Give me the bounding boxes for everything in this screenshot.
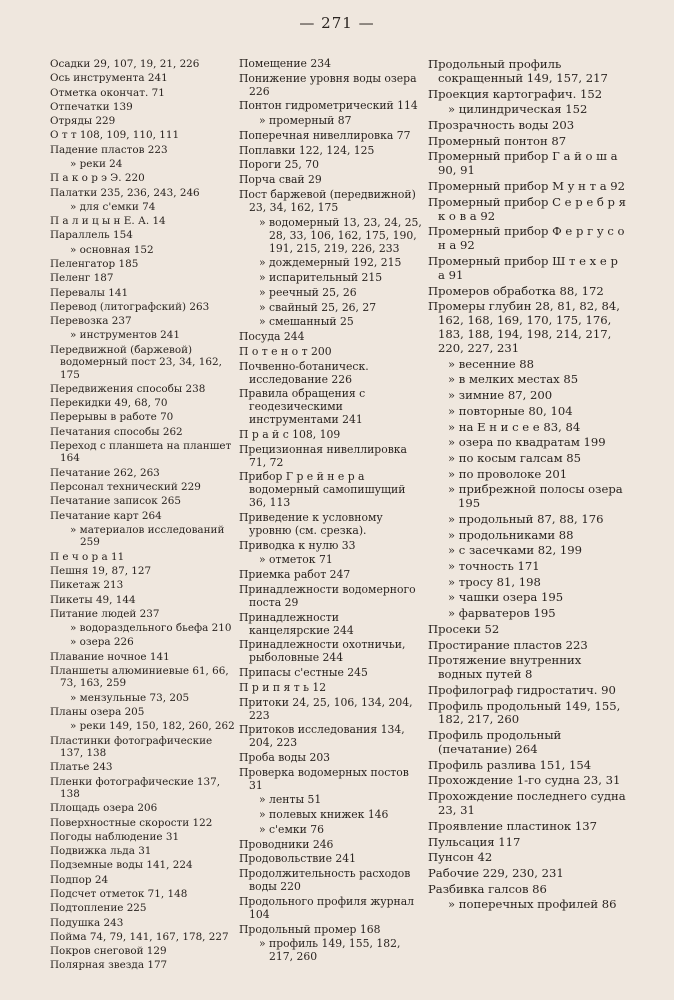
index-entry: » основная 152 xyxy=(70,243,154,256)
index-entry: Простирание пластов 223 xyxy=(428,637,588,652)
index-entry: Пойма 74, 79, 141, 167, 178, 227 xyxy=(50,930,229,943)
index-entry: Продолжительность расходов воды 220 xyxy=(239,867,411,894)
index-entry: » с засечками 82, 199 xyxy=(448,543,583,558)
index-entry: » материалов исследований 259 xyxy=(70,523,225,549)
index-column-2 xyxy=(239,58,422,966)
index-entry: » свайный 25, 26, 27 xyxy=(259,300,377,314)
index-entry: » весенние 88 xyxy=(448,356,535,371)
index-entry: Приведение к условному уровню (см. срезка). xyxy=(239,511,383,537)
index-entry: Прецизионная нивеллировка 71, 72 xyxy=(239,442,407,469)
index-entry: Приемка работ 247 xyxy=(239,568,351,582)
index-entry: Понижение уровня воды озера 226 xyxy=(239,71,417,98)
index-entry: Промеры глубин 28, 81, 82, 84, 162, 168, 169, 170, 175, 176, 183, 188, 194, 198, 214, 217, 220, 227, 231 xyxy=(428,299,620,355)
index-entry: Пешня 19, 87, 127 xyxy=(50,564,152,577)
index-entry: Прибор Г р е й н е р а водомерный самопишущий 36, 113 xyxy=(239,470,406,510)
index-entry: Площадь озера 206 xyxy=(50,802,158,815)
index-entry: » смешанный 25 xyxy=(259,315,354,329)
index-entry: » озера 226 xyxy=(70,636,134,649)
index-entry: Профилограф гидростатич. 90 xyxy=(428,682,616,697)
index-entry: Продольный профиль сокращенный 149, 157, 217 xyxy=(428,57,608,85)
index-entry: Подушка 243 xyxy=(50,916,124,929)
index-entry: » озера по квадратам 199 xyxy=(448,435,606,450)
index-entry: » тросу 81, 198 xyxy=(448,574,541,589)
index-entry: Перевозка 237 xyxy=(50,315,132,328)
index-entry: Полярная звезда 177 xyxy=(50,959,168,972)
index-entry: Проводники 246 xyxy=(239,837,334,851)
index-entry: » для с'емки 74 xyxy=(70,200,156,213)
index-entry: » водораздельного бьефа 210 xyxy=(70,622,232,635)
index-entry: Промерный прибор С е р е б р я к о в а 92 xyxy=(428,194,626,223)
index-entry: Прозрачность воды 203 xyxy=(428,118,575,133)
index-entry: » на Е н и с е е 83, 84 xyxy=(448,419,581,434)
index-entry: Профиль разлива 151, 154 xyxy=(428,757,592,772)
index-entry: » зимние 87, 200 xyxy=(448,388,553,403)
index-entry: Промерный прибор Г а й о ш а 90, 91 xyxy=(428,149,618,178)
index-entry: » реки 149, 150, 182, 260, 262 xyxy=(70,720,235,733)
index-entry: Пунсон 42 xyxy=(428,850,493,865)
index-entry: Пикетаж 213 xyxy=(50,579,124,592)
index-entry: Плавание ночное 141 xyxy=(50,650,170,663)
index-entry: » реки 24 xyxy=(70,157,123,170)
index-entry: Планы озера 205 xyxy=(50,705,145,718)
index-entry: П о т е н о т 200 xyxy=(239,344,332,358)
index-entry: Припасы с'естные 245 xyxy=(239,666,368,680)
index-entry: Почвенно-ботаническ. исследование 226 xyxy=(239,359,369,386)
index-entry: Планшеты алюминиевые 61, 66, 73, 163, 259 xyxy=(50,664,229,690)
index-entry: Персонал технический 229 xyxy=(50,481,201,494)
index-entry: » чашки озера 195 xyxy=(448,590,564,605)
index-entry: Пеленг 187 xyxy=(50,272,114,285)
index-entry: Промерный прибор Ш т е х е р а 91 xyxy=(428,253,618,282)
index-entry: Питание людей 237 xyxy=(50,607,160,620)
index-entry: » ленты 51 xyxy=(259,793,322,807)
index-entry: » по косым галсам 85 xyxy=(448,450,582,465)
index-entry: Печатание записок 265 xyxy=(50,495,181,508)
index-entry: Пленки фотографические 137, 138 xyxy=(50,775,221,801)
index-entry: Рабочие 229, 230, 231 xyxy=(428,865,564,880)
index-entry: Передвижения способы 238 xyxy=(50,382,206,395)
index-entry: Перевод (литографский) 263 xyxy=(50,300,210,313)
index-entry: Притоки 24, 25, 106, 134, 204, 223 xyxy=(239,695,413,722)
index-entry: Осадки 29, 107, 19, 21, 226 xyxy=(50,58,200,70)
index-entry: Отметка окончат. 71 xyxy=(50,86,165,99)
index-entry: Подвижка льда 31 xyxy=(50,845,152,858)
index-entry: Принадлежности водомерного поста 29 xyxy=(239,582,416,609)
index-column-1 xyxy=(50,58,236,974)
index-entry: Промерный прибор М у н т а 92 xyxy=(428,179,626,194)
index-entry: Понтон гидрометрический 114 xyxy=(239,99,418,113)
index-entry: Платье 243 xyxy=(50,761,113,774)
index-entry: Принадлежности охотничьи, рыболовные 244 xyxy=(239,638,406,665)
index-entry: » прибрежной полосы озера 195 xyxy=(448,482,623,511)
index-column-3 xyxy=(428,58,626,914)
index-entry: Подтопление 225 xyxy=(50,902,147,915)
index-entry: » поперечных профилей 86 xyxy=(448,897,617,912)
index-entry: » точность 171 xyxy=(448,559,540,574)
index-entry: » повторные 80, 104 xyxy=(448,403,573,418)
index-entry: Печатание 262, 263 xyxy=(50,466,160,479)
index-entry: Протяжение внутренних водных путей 8 xyxy=(428,653,582,682)
index-entry: Печатания способы 262 xyxy=(50,425,183,438)
index-entry: Промеров обработка 88, 172 xyxy=(428,283,604,298)
index-entry: Пульсация 117 xyxy=(428,834,521,849)
index-entry: Печатание карт 264 xyxy=(50,509,162,522)
index-entry: » реечный 25, 26 xyxy=(259,285,357,299)
index-entry: Промерный прибор Ф е р г у с о н а 92 xyxy=(428,224,625,253)
index-entry: Покров снеговой 129 xyxy=(50,945,167,958)
index-entry: Параллель 154 xyxy=(50,229,133,242)
index-entry: Притоков исследования 134, 204, 223 xyxy=(239,723,405,750)
index-entry: » отметок 71 xyxy=(259,553,333,567)
index-entry: Проба воды 203 xyxy=(239,751,331,764)
index-entry: » испарительный 215 xyxy=(259,271,383,285)
index-entry: Ось инструмента 241 xyxy=(50,72,168,85)
index-entry: Пороги 25, 70 xyxy=(239,158,319,172)
index-entry: П а к о р э Э. 220 xyxy=(50,172,145,185)
index-entry: Приводка к нулю 33 xyxy=(239,538,356,552)
index-entry: Перекидки 49, 68, 70 xyxy=(50,397,168,410)
index-entry: Промерный понтон 87 xyxy=(428,133,567,148)
index-entry: Помещение 234 xyxy=(239,57,331,70)
index-entry: » продольниками 88 xyxy=(448,527,574,542)
index-entry: П р и п я т ь 12 xyxy=(239,680,327,694)
index-entry: Проекция картографич. 152 xyxy=(428,86,603,101)
index-entry: Переход с планшета на планшет 164 xyxy=(50,440,232,465)
index-entry: » в мелких местах 85 xyxy=(448,372,579,387)
index-entry: Пикеты 49, 144 xyxy=(50,593,136,606)
index-entry: Пост баржевой (передвижной) 23, 34, 162, 175 xyxy=(239,187,416,214)
index-entry: О т т 108, 109, 110, 111 xyxy=(50,129,180,142)
index-entry: Прохождение последнего судна 23, 31 xyxy=(428,789,626,818)
index-entry: Перерывы в работе 70 xyxy=(50,411,174,424)
index-entry: Посуда 244 xyxy=(239,330,305,344)
index-entry: Продольного профиля журнал 104 xyxy=(239,894,415,921)
index-entry: Просеки 52 xyxy=(428,621,500,636)
index-entry: Правила обращения с геодезическими инструментами 241 xyxy=(239,387,366,427)
index-entry: Прохождение 1-го судна 23, 31 xyxy=(428,773,621,788)
index-entry: Пластинки фотографические 137, 138 xyxy=(50,734,213,759)
index-entry: » мензульные 73, 205 xyxy=(70,691,190,704)
index-entry: » по проволоке 201 xyxy=(448,466,568,481)
index-entry: » инструментов 241 xyxy=(70,329,180,342)
index-entry: Проверка водомерных постов 31 xyxy=(239,765,409,792)
index-entry: Профиль продольный (печатание) 264 xyxy=(428,728,562,757)
index-entry: Поперечная нивеллировка 77 xyxy=(239,128,411,142)
index-entry: Профиль продольный 149, 155, 182, 217, 260 xyxy=(428,698,621,727)
index-entry: Подпор 24 xyxy=(50,873,109,886)
index-entry: Отпечатки 139 xyxy=(50,100,133,113)
index-entry: Порча свай 29 xyxy=(239,173,322,187)
index-entry: » цилиндрическая 152 xyxy=(448,102,588,117)
index-entry: Перевалы 141 xyxy=(50,286,129,299)
index-entry: Продольный промер 168 xyxy=(239,922,381,936)
index-entry: » промерный 87 xyxy=(259,114,352,128)
index-entry: » водомерный 13, 23, 24, 25, 28, 33, 106, 162, 175, 190, 191, 215, 219, 226, 233 xyxy=(259,215,422,255)
index-entry: Поплавки 122, 124, 125 xyxy=(239,143,375,157)
index-entry: Пеленгатор 185 xyxy=(50,257,139,270)
index-entry: П р а й с 108, 109 xyxy=(239,427,341,441)
index-entry: Принадлежности канцелярские 244 xyxy=(239,610,354,637)
index-entry: П е ч о р а 11 xyxy=(50,550,125,563)
index-entry: Палатки 235, 236, 243, 246 xyxy=(50,186,200,199)
index-entry: » с'емки 76 xyxy=(259,822,324,836)
index-entry: » фарватеров 195 xyxy=(448,606,556,621)
index-entry: » дождемерный 192, 215 xyxy=(259,256,402,270)
index-entry: Погоды наблюдение 31 xyxy=(50,830,180,843)
index-entry: Проявление пластинок 137 xyxy=(428,818,597,833)
index-entry: Подземные воды 141, 224 xyxy=(50,859,193,872)
index-entry: Поверхностные скорости 122 xyxy=(50,816,213,829)
index-entry: » профиль 149, 155, 182, 217, 260 xyxy=(259,937,401,964)
index-entry: Падение пластов 223 xyxy=(50,143,168,156)
index-entry: » продольный 87, 88, 176 xyxy=(448,511,604,526)
index-entry: Продовольствие 241 xyxy=(239,852,357,866)
index-entry: Отряды 229 xyxy=(50,115,116,128)
index-entry: Подсчет отметок 71, 148 xyxy=(50,888,188,901)
page-number: — 271 — xyxy=(299,14,375,32)
index-entry: П а л и ц ы н Е. А. 14 xyxy=(50,215,166,228)
index-entry: Разбивка галсов 86 xyxy=(428,881,547,896)
index-entry: Передвижной (баржевой) водомерный пост 23, 34, 162, 175 xyxy=(50,343,222,381)
index-entry: » полевых книжек 146 xyxy=(259,808,389,822)
